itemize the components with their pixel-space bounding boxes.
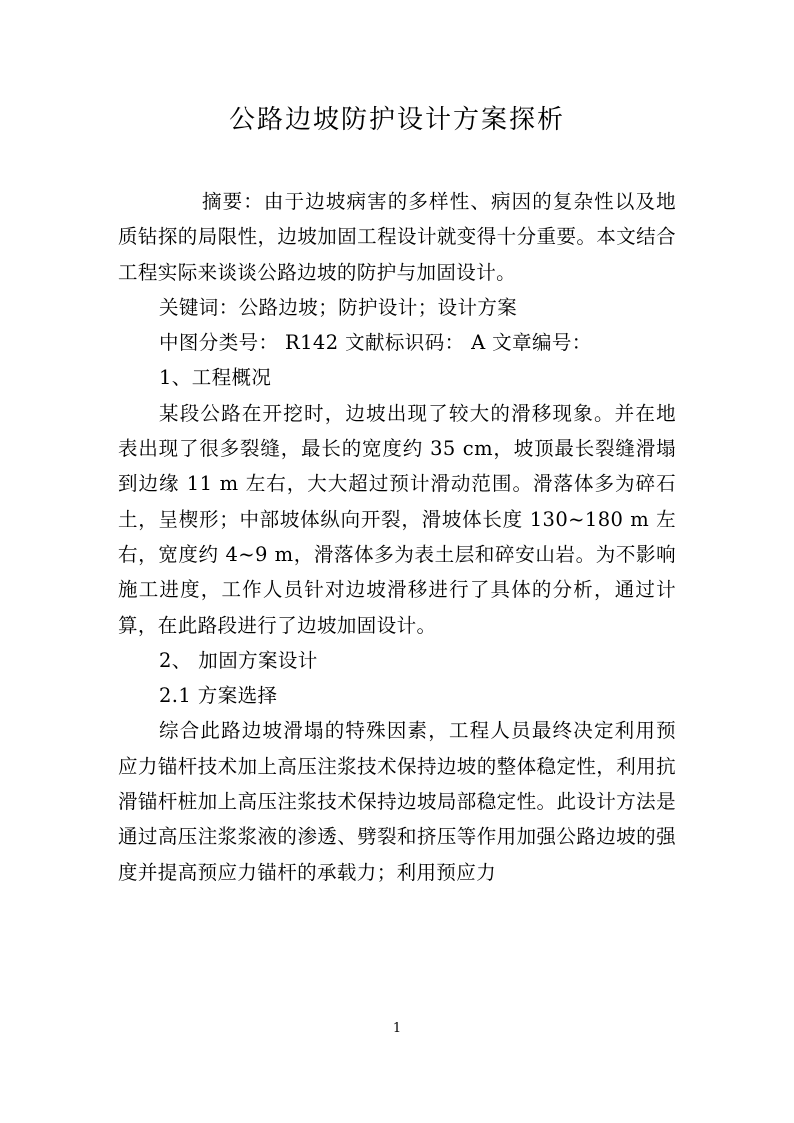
section-heading-overview: 1、工程概况 (159, 366, 272, 390)
overview-paragraph: 某段公路在开挖时，边坡出现了较大的滑移现象。并在地表出现了很多裂缝，最长的宽度约 35 cm，坡顶最长裂缝滑塌到边缘 11 m 左右，大大超过预计滑动范围。滑落体多为碎石土，呈楔形；中部坡体纵向开裂，滑坡体长度 130~180 m 左右，宽度约 4~9 m，滑落体多为表土层和碎安山岩。为不影响施工进度，工作人员针对边坡滑移进行了具体的分析，通过计算，在此路段进行了边坡加固设计。 (118, 401, 676, 637)
keywords-line: 关键词：公路边坡；防护设计；设计方案 (159, 295, 518, 319)
document-title: 公路边坡防护设计方案探析 (228, 105, 565, 135)
scheme-paragraph: 综合此路边坡滑塌的特殊因素，工程人员最终决定利用预应力锚杆技术加上高压注浆技术保持边坡的整体稳定性，利用抗滑锚杆桩加上高压注浆技术保持边坡局部稳定性。此设计方法是通过高压注浆浆液的渗透、劈裂和挤压等作用加强公路边坡的强度并提高预应力锚杆的承载力；利用预应力 (118, 719, 676, 884)
abstract-paragraph: 摘要：由于边坡病害的多样性、病因的复杂性以及地质钻探的局限性，边坡加固工程设计就变得十分重要。本文结合工程实际来谈谈公路边坡的防护与加固设计。 (118, 190, 676, 284)
page-number: 1 (392, 1021, 402, 1036)
document-body (118, 184, 676, 890)
section-heading-reinforcement: 2、 加固方案设计 (159, 648, 318, 672)
subsection-heading-scheme: 2.1 方案选择 (159, 684, 278, 708)
classification-line: 中图分类号： R142 文献标识码： A 文章编号： (159, 331, 592, 355)
